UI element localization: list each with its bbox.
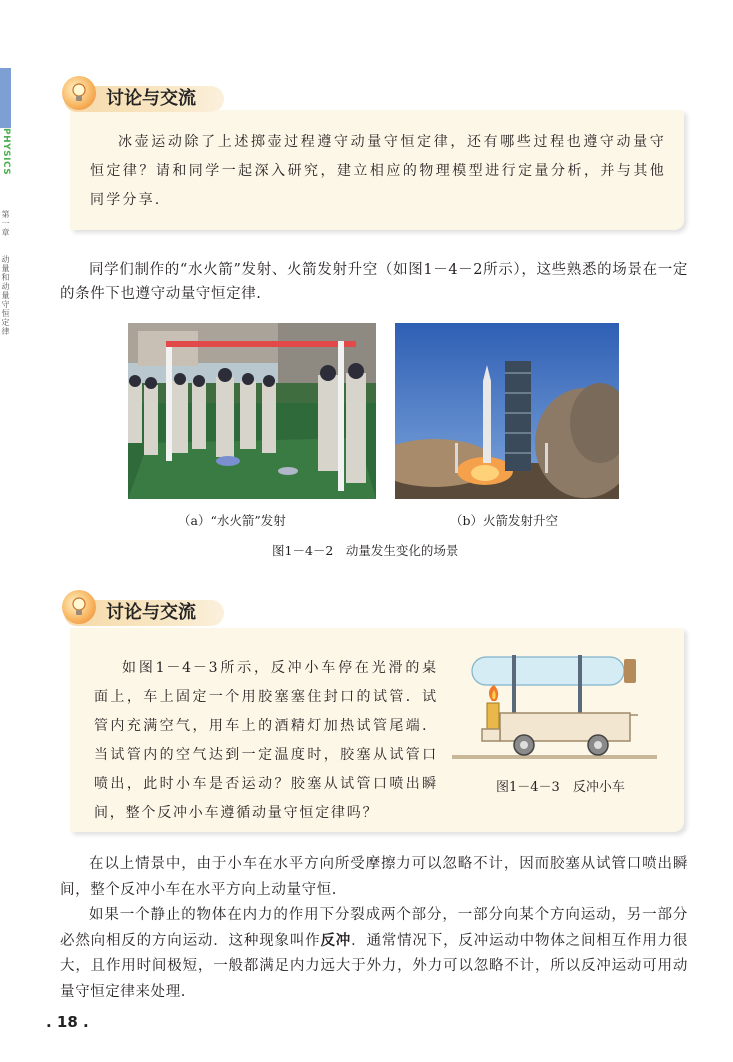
discussion-title-2: 讨论与交流 — [106, 602, 196, 623]
page-number: . 18 . — [46, 1013, 89, 1031]
discussion-title-1: 讨论与交流 — [106, 88, 196, 109]
rocket-launch-photo — [395, 323, 619, 499]
paragraph-1: 在以上情景中，由于小车在水平方向所受摩擦力可以忽略不计，因而胶塞从试管口喷出瞬间，整个反冲小车在水平方向上动量守恒. — [60, 856, 688, 898]
intro-paragraph — [60, 258, 688, 306]
spine-chapter-title: 动量和动量守恒定律 — [1, 255, 10, 336]
spine-accent-bar — [0, 68, 11, 128]
paragraph-2-start: 如果一个静止的物体在内力的作用下分裂成两个部分，一部分向某个方向运动，另一部分必然向相反的方向运动．这种现象叫作 — [60, 907, 688, 949]
lightbulb-icon — [62, 76, 96, 110]
discussion-text-1: 冰壶运动除了上述掷壶过程遵守动量守恒定律，还有哪些过程也遵守动量守恒定律？请和同学一起深入研究，建立相应的物理模型进行定量分析，并与其他同学分享. — [90, 134, 666, 208]
figure-caption-b: （b）火箭发射升空 — [450, 513, 559, 528]
term-recoil: 反冲 — [320, 932, 352, 949]
intro-text: 同学们制作的“水火箭”发射、火箭发射升空（如图1－4－2所示），这些熟悉的场景在一定的条件下也遵守动量守恒定律. — [60, 262, 688, 302]
recoil-cart-illustration — [452, 655, 662, 765]
paragraph-2-end: ．通常情况下，反冲运动中物体之间相互作用力很大，且作用时间极短，一般都满足内力远大于外力，外力可以忽略不计，所以反冲运动可用动量守恒定律来处理. — [60, 932, 689, 1000]
body-text — [60, 852, 688, 1005]
figure-caption-a: （a）“水火箭”发射 — [178, 513, 286, 528]
spine-chapter: 第一章 — [1, 210, 10, 237]
water-rocket-photo — [128, 323, 376, 499]
discussion-text-2: 如图1－4－3所示，反冲小车停在光滑的桌面上，车上固定一个用胶塞塞住封口的试管．试管内充满空气，用车上的酒精灯加热试管尾端．当试管内的空气达到一定温度时，胶塞从试管口喷出，此时小车是否运动？胶塞从试管口喷出瞬间，整个反冲小车遵循动量守恒定律吗？ — [94, 660, 438, 821]
figure-1-4-3-caption: 图1－4－3 反冲小车 — [496, 780, 625, 795]
lightbulb-icon — [62, 590, 96, 624]
paragraph-2 — [60, 903, 688, 1005]
figure-1-4-2-caption: 图1－4－2 动量发生变化的场景 — [272, 543, 459, 558]
spine-physics-label: PHYSICS — [1, 128, 11, 176]
